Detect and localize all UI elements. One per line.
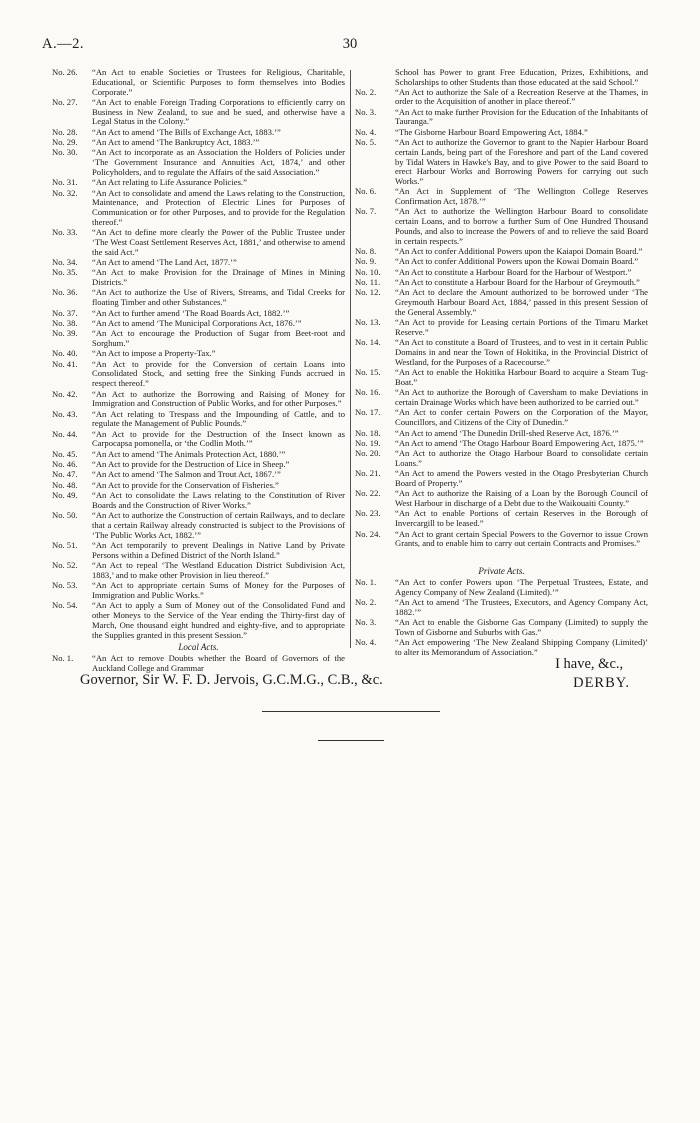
act-title: “An Act to constitute a Harbour Board for the Harbour of Greymouth.” (395, 277, 640, 288)
act-entry (52, 390, 345, 410)
act-number: No. 8. (355, 246, 377, 257)
column-divider (350, 70, 351, 648)
act-number: No. 2. (355, 86, 377, 97)
act-title: “An Act to incorporate as an Association the Holders of Policies under ‘The Government Insurance and Annuities Act, 1874,’ and other Policyholders, and to regulate the Affairs of the said Association.” (92, 147, 345, 177)
act-title: “An Act to amend ‘The Bills of Exchange Act, 1883.’” (92, 126, 281, 137)
act-title: “An Act to amend ‘The Salmon and Trout Act, 1867.’” (92, 469, 281, 480)
act-title: “An Act to apply a Sum of Money out of the Consolidated Fund and other Moneys to the Service of the Year ending the Thirty-first day of March, One thousand eight hundred and eighty-five, and to appropriate the Supplies granted in this present Session.” (92, 600, 345, 640)
act-number: No. 34. (52, 257, 78, 267)
act-number: No. 23. (355, 508, 381, 519)
act-title-continuation: School has Power to grant Free Education, Prizes, Exhibitions, and Scholarships to other Students than those educated at the said School.” (395, 67, 648, 87)
act-number: No. 50. (52, 510, 78, 521)
act-entry (52, 258, 345, 268)
closing-rule (262, 711, 440, 712)
act-entry (52, 491, 345, 511)
act-title: “An Act to authorize the Borrowing and Raising of Money for Immigration and Construction of Public Works, and for other Purposes.” (92, 388, 345, 409)
act-title: “An Act to provide for the Destruction of the Insect known as Carpocapsa pomonella, or ‘the Codlin Moth.’” (92, 428, 345, 449)
act-entry (355, 187, 648, 207)
act-title: “An Act to make Provision for the Drainage of Mines in Mining Districts.” (92, 267, 345, 288)
act-entry (355, 469, 648, 489)
act-number: No. 1. (355, 576, 377, 587)
act-entry (52, 189, 345, 228)
act-entry (52, 329, 345, 349)
act-number: No. 40. (52, 348, 78, 359)
act-number: No. 49. (52, 490, 78, 501)
act-title: “An Act to repeal ‘The Westland Education District Subdivision Act, 1883,’ and to make other Provision in lieu thereof.” (92, 560, 345, 580)
act-number: No. 14. (355, 337, 381, 348)
act-entry (355, 449, 648, 469)
act-title: “The Gisborne Harbour Board Empowering Act, 1884.” (395, 126, 588, 137)
act-number: No. 31. (52, 177, 78, 188)
act-number: No. 28. (52, 126, 78, 137)
act-number: No. 51. (52, 540, 78, 551)
act-title: “An Act to amend ‘The Bankruptcy Act, 1883.’” (92, 137, 260, 148)
act-title: “An Act in Supplement of ‘The Wellington College Reserves Confirmation Act, 1878.’” (395, 186, 648, 207)
act-title: “An Act to authorize the Sale of a Recreation Reserve at the Thames, in order to the Acquisition of another in place thereof.” (395, 86, 648, 107)
act-entry (355, 618, 648, 638)
act-title: “An Act to confer certain Powers on the Corporation of the Mayor, Councillors, and Citizens of the City of Dunedin.” (395, 407, 648, 428)
act-entry (52, 228, 345, 257)
act-entry (355, 278, 648, 288)
act-number: No. 29. (52, 137, 78, 148)
act-number: No. 27. (52, 96, 78, 107)
act-entry (355, 88, 648, 108)
act-title: “An Act relating to Trespass and the Impounding of Cattle, and to regulate the Management of Public Pounds.” (92, 408, 345, 429)
act-title: “An Act to authorize the Otago Harbour Board to consolidate certain Loans.” (395, 448, 648, 468)
act-entry (52, 268, 345, 288)
act-entry (355, 578, 648, 598)
act-entry (52, 561, 345, 581)
act-title: “An Act to confer Additional Powers upon the Kowai Domain Board.” (395, 256, 639, 267)
act-number: No. 16. (355, 387, 381, 398)
act-title: “An Act relating to Life Assurance Policies.” (92, 177, 247, 188)
act-number: No. 35. (52, 267, 78, 278)
act-title: “An Act to consolidate the Laws relating to the Constitution of River Boards and the Construction of River Works.” (92, 490, 345, 510)
act-title: “An Act to provide for the Conservation of Fisheries.” (92, 479, 279, 490)
act-number: No. 48. (52, 479, 78, 490)
act-number: No. 47. (52, 469, 78, 480)
act-number: No. 36. (52, 287, 78, 298)
act-entry (355, 257, 648, 267)
act-entry (52, 138, 345, 148)
page-number: 30 (342, 36, 358, 52)
act-entry (52, 511, 345, 540)
page-header (42, 36, 658, 56)
act-title: “An Act to amend ‘The Trustees, Executors, and Agency Company Act, 1882.’” (395, 596, 648, 617)
act-number: No. 7. (355, 206, 377, 217)
act-entry (355, 138, 648, 187)
act-entry (52, 128, 345, 138)
act-title: “An Act to authorize the Raising of a Loan by the Borough Council of West Harbour in discharge of a Debt due to the Waikouaiti County.” (395, 488, 648, 509)
signature-block (555, 655, 630, 693)
act-number: No. 21. (355, 468, 381, 479)
act-title: “An Act to confer Powers upon ‘The Perpetual Trustees, Estate, and Agency Company of New Zealand (Limited).’” (395, 576, 648, 597)
act-title: “An Act to authorize the Wellington Harbour Board to consolidate certain Loans, and to borrow a further Sum of One Hundred Thousand Pounds, and also to increase the Powers of and to relieve the said Board in certain respects.” (395, 206, 648, 246)
act-title: “An Act to confer Additional Powers upon the Kaiapoi Domain Board.” (395, 246, 643, 257)
act-entry (52, 654, 345, 674)
act-title: “An Act to authorize the Construction of certain Railways, and to declare that a certain Railway already constructed is subject to the Provisions of ‘The Public Works Act, 1882.’” (92, 510, 345, 540)
act-number: No. 3. (355, 617, 377, 627)
act-number: No. 4. (355, 126, 377, 137)
act-entry (52, 481, 345, 491)
closing-phrase: I have, &c., (555, 656, 624, 672)
act-number: No. 22. (355, 488, 381, 499)
act-entry (52, 288, 345, 308)
act-number: No. 24. (355, 528, 381, 539)
act-entry (355, 318, 648, 338)
act-title: “An Act to encourage the Production of Sugar from Beet-root and Sorghum.” (92, 328, 345, 348)
act-entry (52, 148, 345, 177)
act-number: No. 1. (52, 653, 74, 664)
act-entry (52, 349, 345, 359)
act-number: No. 13. (355, 317, 381, 328)
act-number: No. 33. (52, 227, 78, 238)
act-entry (355, 598, 648, 618)
act-entry (355, 247, 648, 257)
act-title: “An Act to provide for the Destruction of Lice in Sheep.” (92, 459, 290, 470)
act-number: No. 52. (52, 560, 78, 571)
act-title: “An Act to constitute a Board of Trustees, and to vest in it certain Public Domains in and near the Town of Hokitika, in the Provincial District of Westland, for the Purposes of a Racecourse.” (395, 337, 648, 367)
act-entry (52, 460, 345, 470)
right-column (355, 68, 648, 658)
act-title: “An Act to constitute a Harbour Board for the Harbour of Westport.” (395, 266, 632, 277)
act-number: No. 11. (355, 277, 381, 288)
act-number: No. 12. (355, 287, 381, 298)
act-number: No. 43. (52, 408, 78, 419)
act-number: No. 38. (52, 317, 78, 328)
signer-name: DERBY. (573, 675, 630, 691)
act-entry (52, 360, 345, 389)
act-title: “An Act to consolidate and amend the Laws relating to the Construction, Maintenance, and Protection of Electric Lines for Purposes of Communication or for other Purposes, and to provide for the Regulation thereof.” (92, 187, 345, 227)
act-entry (355, 429, 648, 439)
act-entry (52, 581, 345, 601)
act-title: “An Act to enable Societies or Trustees for Religious, Charitable, Educational, or Scientific Purposes to form themselves into Bodies Corporate.” (92, 67, 345, 97)
act-entry (52, 319, 345, 329)
act-title: “An Act to enable Portions of certain Reserves in the Borough of Invercargill to be leased.” (395, 508, 648, 529)
act-title: “An Act to amend ‘The Land Act, 1877.’” (92, 257, 237, 267)
act-number: No. 15. (355, 367, 381, 378)
act-entry (355, 108, 648, 128)
private-acts-heading: Private Acts. (478, 566, 525, 577)
act-entry (355, 338, 648, 367)
act-title: “An Act to amend the Powers vested in the Otago Presbyterian Church Board of Property.” (395, 468, 648, 489)
act-entry (355, 408, 648, 428)
act-number: No. 37. (52, 307, 78, 318)
act-number: No. 2. (355, 596, 377, 607)
act-title: “An Act to make further Provision for the Education of the Inhabitants of Tauranga.” (395, 106, 648, 127)
act-entry (355, 530, 648, 550)
addressee: Governor, Sir W. F. D. Jervois, G.C.M.G., C.B., &c. (80, 672, 383, 688)
act-title: “An Act to grant certain Special Powers to the Governor to issue Crown Grants, and to enable him to carry out certain Contracts and Promises.” (395, 528, 648, 549)
act-title: “An Act to enable the Hokitika Harbour Board to acquire a Steam Tug-Boat.” (395, 367, 648, 387)
act-title: “An Act to amend ‘The Municipal Corporations Act, 1876.’” (92, 317, 302, 328)
act-title: “An Act empowering ‘The New Zealand Shipping Company (Limited)’ to alter its Memorandum of Association.” (395, 637, 648, 657)
act-number: No. 10. (355, 266, 381, 277)
act-number: No. 42. (52, 388, 78, 399)
closing-short-rule (318, 740, 384, 741)
act-entry (355, 268, 648, 278)
act-entry (355, 509, 648, 529)
act-number: No. 46. (52, 459, 78, 470)
act-entry (355, 128, 648, 138)
act-number: No. 18. (355, 427, 381, 438)
act-title: “An Act to amend ‘The Animals Protection Act, 1880.’” (92, 448, 286, 459)
act-entry (52, 601, 345, 640)
act-entry (52, 450, 345, 460)
act-title: “An Act to declare the Amount authorized to be borrowed under ‘The Greymouth Harbour Board Act, 1884,’ passed in this present Session of the General Assembly.” (395, 287, 648, 317)
act-title: “An Act to define more clearly the Power of the Public Trustee under ‘The West Coast Settlement Reserves Act, 1881,’ and otherwise to amend the said Act.” (92, 227, 345, 257)
act-entry (52, 541, 345, 561)
act-title: “An Act to provide for Leasing certain Portions of the Timaru Market Reserve.” (395, 317, 648, 338)
act-title: “An Act to remove Doubts whether the Board of Governors of the Auckland College and Grammar (92, 653, 345, 673)
act-number: No. 53. (52, 580, 78, 591)
local-acts-heading: Local Acts. (178, 642, 219, 653)
act-title: “An Act to authorize the Use of Rivers, Streams, and Tidal Creeks for floating Timber and other Substances.” (92, 287, 345, 308)
act-entry (355, 207, 648, 246)
act-number: No. 45. (52, 448, 78, 459)
left-column (52, 68, 345, 674)
act-number: No. 20. (355, 448, 381, 459)
act-entry (355, 368, 648, 388)
act-entry (52, 68, 345, 97)
act-number: No. 44. (52, 428, 78, 439)
act-number: No. 39. (52, 328, 78, 339)
act-number: No. 6. (355, 186, 377, 197)
act-title: “An Act to appropriate certain Sums of Money for the Purposes of Immigration and Public Works.” (92, 580, 345, 601)
act-number: No. 19. (355, 437, 381, 448)
act-entry (355, 288, 648, 317)
act-number: No. 32. (52, 187, 78, 198)
act-number: No. 26. (52, 67, 78, 77)
act-number: No. 9. (355, 256, 377, 267)
act-number: No. 41. (52, 358, 78, 369)
act-title: “An Act to further amend ‘The Road Boards Act, 1882.’” (92, 307, 290, 318)
act-title: “An Act to impose a Property-Tax.” (92, 348, 216, 359)
act-title: “An Act to authorize the Borough of Caversham to make Deviations in certain Drainage Works which have been authorized to be carried out.” (395, 387, 648, 408)
act-number: No. 17. (355, 407, 381, 418)
act-entry (52, 178, 345, 188)
act-title: “An Act to authorize the Governor to grant to the Napier Harbour Board certain Lands, being part of the Foreshore and part of the Land covered by Tidal Waters in Hawke's Bay, and to give Power to the said Board to erect Harbour Works and Borrowing Powers for carrying out such Works.” (395, 137, 648, 187)
section-reference: A.—2. (42, 36, 84, 52)
act-entry (355, 388, 648, 408)
act-number: No. 3. (355, 106, 377, 117)
act-title: “An Act to provide for the Conversion of certain Loans into Consolidated Stock, and setting free the Sinking Funds accrued in respect thereof.” (92, 358, 345, 389)
act-number: No. 5. (355, 137, 377, 148)
act-title: “An Act to amend ‘The Dunedin Drill-shed Reserve Act, 1876.’” (395, 427, 619, 438)
act-title: “An Act to enable Foreign Trading Corporations to efficiently carry on Business in New Zealand, to sue and be sued, and otherwise have a Legal Status in the Colony.” (92, 96, 345, 127)
act-entry (52, 98, 345, 127)
act-number: No. 4. (355, 637, 377, 648)
act-title: “An Act to amend ‘The Otago Harbour Board Empowering Act, 1875.’” (395, 437, 644, 448)
act-title: “An Act to enable the Gisborne Gas Company (Limited) to supply the Town of Gisborne and Suburbs with Gas.” (395, 617, 648, 637)
act-entry (52, 309, 345, 319)
act-entry (355, 489, 648, 509)
act-number: No. 30. (52, 147, 78, 158)
act-entry (52, 470, 345, 480)
act-number: No. 54. (52, 600, 78, 611)
act-title: “An Act temporarily to prevent Dealings in Native Land by Private Persons within a Defined District of the North Island.” (92, 540, 345, 560)
act-entry (52, 410, 345, 430)
act-entry (52, 430, 345, 450)
act-entry (355, 439, 648, 449)
